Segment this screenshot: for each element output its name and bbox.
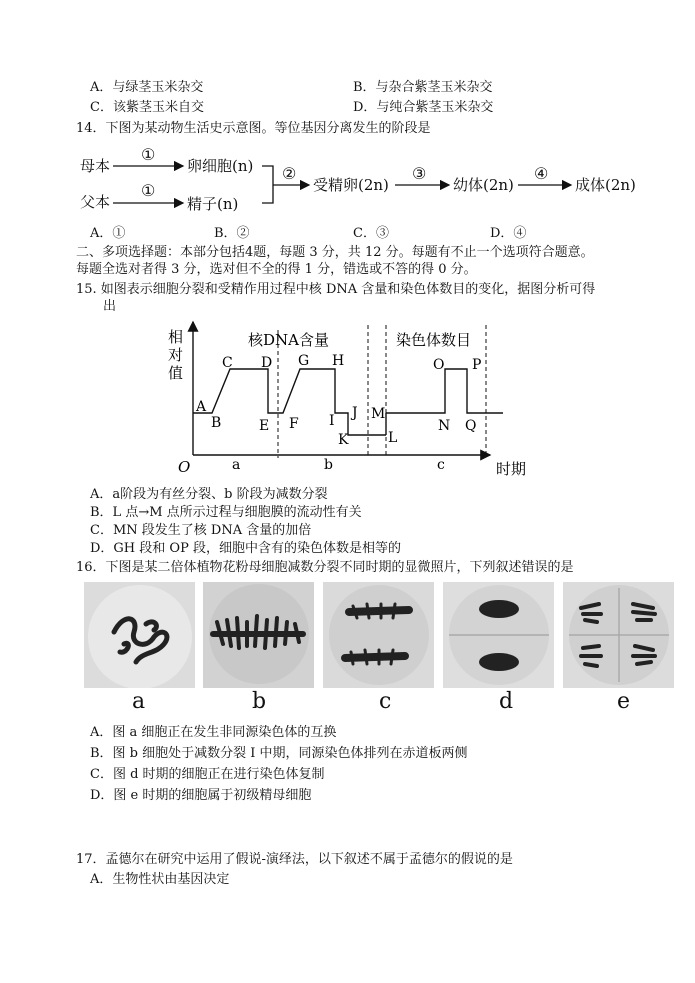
point-label: H <box>332 353 345 369</box>
q13-option-b: B．与杂合紫茎玉米杂交 <box>353 80 493 95</box>
region-label-chromosome: 染色体数目 <box>396 331 472 349</box>
q14-option-c: C．③ <box>353 226 389 241</box>
point-label: E <box>259 418 270 434</box>
q14-option-a: A．① <box>90 226 126 241</box>
egg-label: 卵细胞(n) <box>187 157 254 175</box>
q17-stem: 17．孟德尔在研究中运用了假说-演绎法，以下叙述不属于孟德尔的假说的是 <box>76 852 513 867</box>
point-label: P <box>472 357 482 373</box>
point-label: J <box>352 405 358 421</box>
origin-label: O <box>178 458 191 476</box>
photo-label-c: c <box>379 689 392 714</box>
q16-option-d: D．图 e 时期的细胞属于初级精母细胞 <box>90 788 312 803</box>
section2-heading-line2: 每题全选对者得 3 分，选对但不全的得 1 分，错选或不答的得 0 分。 <box>76 262 477 277</box>
step2: ② <box>282 164 297 183</box>
q16-option-b: B．图 b 细胞处于减数分裂 I 中期，同源染色体排列在赤道板两侧 <box>90 746 468 761</box>
photo-label-b: b <box>252 689 267 714</box>
chromosome-series-line <box>386 369 503 413</box>
ylabel-part: 值 <box>168 364 184 382</box>
q13-option-a: A．与绿茎玉米杂交 <box>90 80 204 95</box>
point-label: O <box>433 357 445 373</box>
micrograph-a <box>84 582 195 688</box>
q16-option-a: A．图 a 细胞正在发生非同源染色体的互换 <box>90 725 337 740</box>
point-label: A <box>196 399 207 415</box>
xlabel: 时期 <box>496 460 527 478</box>
point-label: I <box>329 413 335 429</box>
micrograph-b <box>203 582 314 688</box>
ylabel-part: 相 <box>168 328 184 346</box>
q15-stem-line1: 15. 如图表示细胞分裂和受精作用过程中核 DNA 含量和染色体数目的变化，据图分析可得 <box>76 282 596 297</box>
adult-label: 成体(2n) <box>575 176 636 194</box>
q17-option-a: A．生物性状由基因决定 <box>90 872 230 887</box>
ylabel-part: 对 <box>168 346 184 364</box>
step4: ④ <box>534 164 549 183</box>
q16-option-c: C．图 d 时期的细胞正在进行染色体复制 <box>90 767 325 782</box>
micrograph-d <box>443 582 554 688</box>
phase-label-a: a <box>232 457 241 473</box>
q15-option-b: B．L 点→M 点所示过程与细胞膜的流动性有关 <box>90 505 362 520</box>
phase-label-b: b <box>324 457 333 473</box>
zygote-label: 受精卵(2n) <box>313 176 389 194</box>
point-label: Q <box>465 418 477 434</box>
mother-label: 母本 <box>80 157 111 175</box>
step3: ③ <box>412 164 427 183</box>
point-label: M <box>371 406 386 422</box>
section2-heading-line1: 二、多项选择题：本部分包括4题，每题 3 分，共 12 分。每题有不止一个选项符合题意。 <box>76 245 594 260</box>
point-label: L <box>388 430 398 446</box>
photo-label-e: e <box>617 689 631 714</box>
q16-stem: 16．下图是某二倍体植物花粉母细胞减数分裂不同时期的显微照片，下列叙述错误的是 <box>76 560 574 575</box>
point-label: N <box>438 418 451 434</box>
q13-option-c: C．该紫茎玉米自交 <box>90 100 204 115</box>
q15-stem-line2: 出 <box>103 299 117 314</box>
q14-option-d: D．④ <box>490 226 527 241</box>
q15-option-d: D．GH 段和 OP 段，细胞中含有的染色体数是相等的 <box>90 541 401 556</box>
region-label-dna: 核DNA含量 <box>248 331 329 349</box>
q15-option-a: A．a阶段为有丝分裂、b 阶段为减数分裂 <box>90 487 328 502</box>
q14-stem: 14．下图为某动物生活史示意图。等位基因分离发生的阶段是 <box>76 121 431 136</box>
photo-label-a: a <box>132 689 146 714</box>
step1-top: ① <box>141 145 156 164</box>
point-label: C <box>222 355 233 371</box>
micrograph-e <box>563 582 674 688</box>
point-label: K <box>338 432 349 448</box>
step1-bottom: ① <box>141 181 156 200</box>
father-label: 父本 <box>80 193 111 211</box>
point-label: D <box>261 355 273 371</box>
sperm-label: 精子(n) <box>187 195 239 213</box>
point-label: G <box>298 353 310 369</box>
q14-option-b: B．② <box>214 226 250 241</box>
photo-label-d: d <box>499 689 514 714</box>
phase-label-c: c <box>437 457 445 473</box>
point-label: F <box>289 416 299 432</box>
larva-label: 幼体(2n) <box>453 176 514 194</box>
dna-chromosome-chart <box>0 0 695 490</box>
point-label: B <box>211 415 222 431</box>
micrograph-c <box>323 582 434 688</box>
q13-option-d: D．与纯合紫茎玉米杂交 <box>353 100 494 115</box>
q15-option-c: C．MN 段发生了核 DNA 含量的加倍 <box>90 523 312 538</box>
